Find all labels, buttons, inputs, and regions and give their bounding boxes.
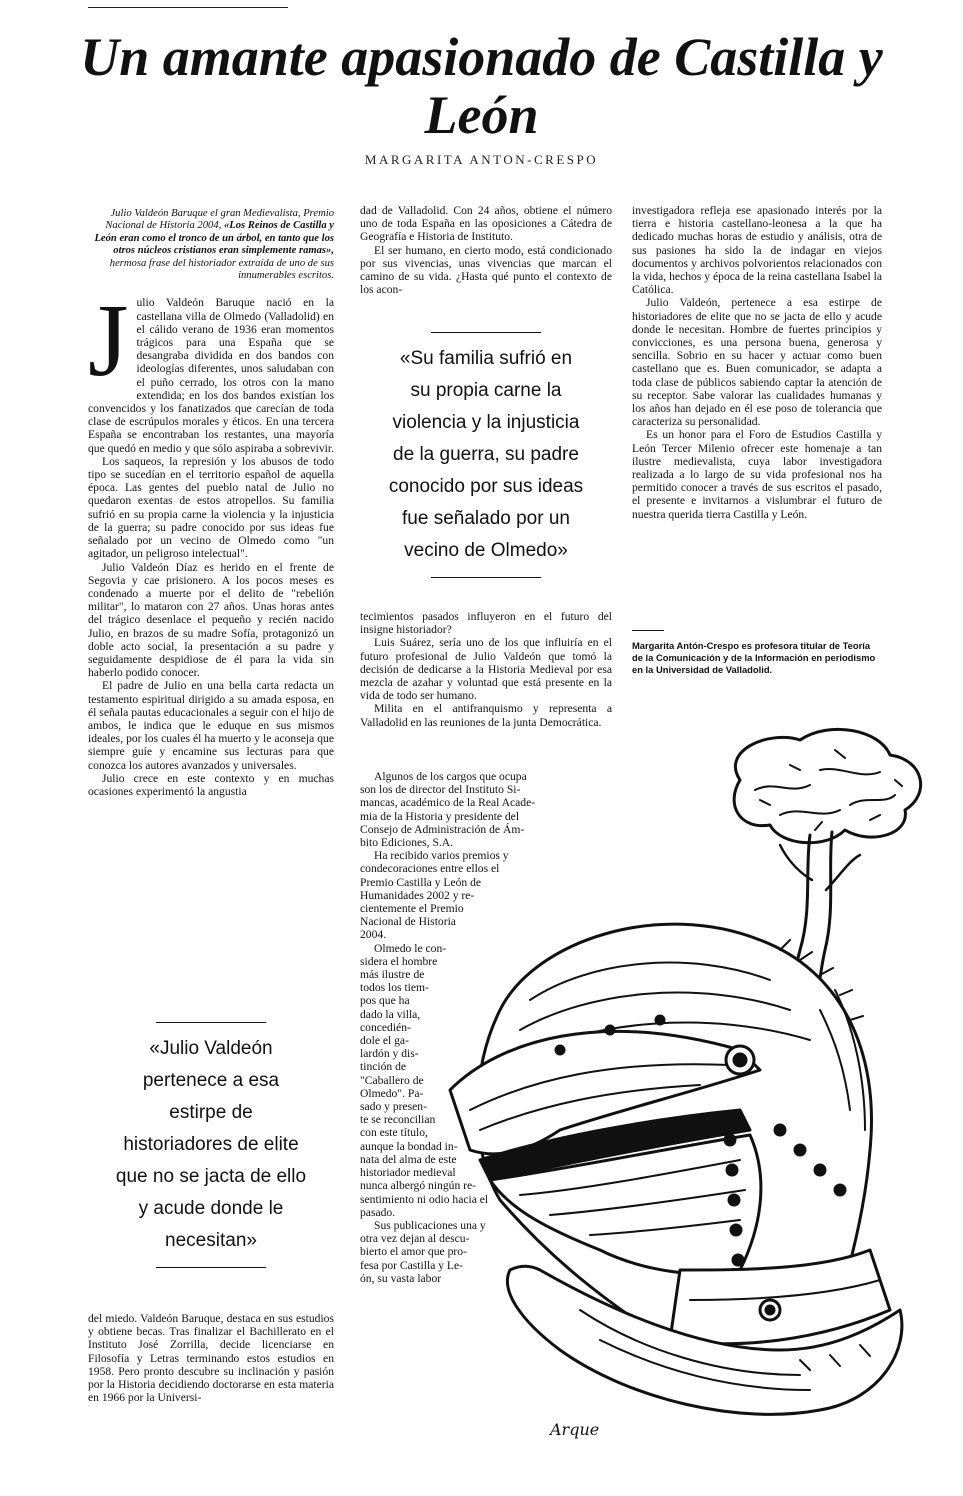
body-paragraph: Julio crece en este contexto y en muchas ocasiones experimentó la angustia	[88, 771, 334, 798]
pull-quote-line: de la guerra, su padre	[393, 444, 579, 465]
pull-quote-line: necesitan»	[165, 1230, 257, 1251]
body-paragraph: Es un honor para el Foro de Estudios Castilla y León Tercer Milenio ofrecer este homenaje a tan ilustre medievalista, cuya labor investigadora realizada a lo largo de su vida profesional nos ha permitido conocer a través de sus escritos el pasado, el presente e invitarnos a vislumbrar el futuro de nuestra querida tierra Castilla y León.	[632, 428, 882, 521]
pull-quote-line: y acude donde le	[138, 1198, 284, 1219]
pull-quote-rule	[431, 332, 541, 333]
lead-paragraph	[88, 208, 334, 282]
author-note-rule	[632, 630, 664, 631]
body-paragraph: Julio Valdeón Baruque nació en la castellana villa de Olmedo (Valladolid) en el cálido verano de 1936 eran momentos trágicos para una España que se desangraba dividida en dos bandos con ideologías diferentes, unos saludaban con el puño cerrado, los otros con la mano extendida; en los dos bandos existían los convencidos y los fanatizados que carecían de toda clase de escrúpulos morales y éticos. En una tercera España se encontraban los restantes, una mayoría que quedó en medio y que sólo aspiraba a sobrevivir.	[88, 283, 334, 455]
column-2-wrapped: Algunos de los cargos que ocupa son los de director del Instituto Si- mancas, académico de la Real Acade- mia de la Historia y presidente del Consejo de Administración de Ám- bito Ediciones, S.A. Ha recibido varios premios y condecoraciones entre ellos el Premio Castilla y León de Humanidades 2002 y re- cientemente el Premio Nacional de Historia 2004. Olmedo le con- sidera el hombre más ilustre de todos los tiem- pos que ha dado la villa, concedién- dole el ga- lardón y dis- tinción de "Caballero de Olmedo". Pa- sado y presen- te se reconcilian con este título, aunque la bondad in- nata del alma de este historiador medieval nunca albergó ningún re- sentimiento ni odio hacia el pasado. Sus publicaciones una y otra vez dejan al descu- bierto el amor que pro- fesa por Castilla y Le- ón, su vasta labor	[360, 770, 536, 1285]
pull-quote-line: su propia carne la	[410, 380, 562, 401]
pull-quote-line: que no se jacta de ello	[115, 1166, 307, 1187]
lead-quote: «Los Reinos de Castilla y León eran como el tronco de un árbol, en tanto que los otros núcleos cristianos eran simplemente ramas»,	[94, 220, 334, 257]
lead-intro: Julio Valdeón Baruque el gran Medievalista, Premio Nacional de Historia 2004,	[105, 208, 334, 232]
pull-quote-rule	[431, 577, 541, 578]
body-paragraph: El ser humano, en cierto modo, está condicionado por sus vivencias, unas vivencias que marcan el camino de su vida. ¿Hasta qué punto el contexto de los acon-	[360, 243, 612, 297]
body-paragraph: tecimientos pasados influyeron en el futuro del insigne historiador?	[360, 610, 612, 637]
column-3	[632, 204, 882, 521]
lead-outro: hermosa frase del historiador extraída de uno de sus innumerables escritos.	[109, 257, 334, 282]
column-1-continued	[88, 1312, 334, 1404]
body-paragraph: Julio Valdeón, pertenece a esa estirpe de historiadores de elite que no se jacta de ello y acude donde le necesitan. Hombre de fuertes principios y convicciones, es una persona buena, generosa y sencilla. Sobrio en su hacer y actuar como buen castellano que es. Buen comunicador, se adapta a toda clase de públicos sabiendo captar la atención de su receptor. Sabe valorar las cualidades humanas y los años han dejado en él ese poso de tolerancia que caracteriza su personalidad.	[632, 296, 882, 429]
pull-quote-line: fue señalado por un	[402, 508, 570, 529]
body-paragraph: Milita en el antifranquismo y representa a Valladolid en las reuniones de la junta Democrática.	[360, 702, 612, 729]
pull-quote-2	[362, 332, 610, 578]
pull-quote-line: historiadores de elite	[123, 1134, 299, 1155]
author-note: Margarita Antón-Crespo es profesora titular de Teoría de la Comunicación y de la Información en periodismo en la Universidad de Valladolid.	[632, 640, 876, 676]
body-paragraph: Julio Valdeón Díaz es herido en el frente de Segovia y cae prisionero. A los pocos meses es condenado a muerte por el delito de "rebelión militar", lo mataron con 27 años. Unas horas antes del trágico desenlace el pequeño y recién nacido Julio, en brazos de su madre Sofía, protagonizó un doble acto social, la presentación a su padre y seguidamente despidiose de él para la vida sin haberlo podido conocer.	[88, 560, 334, 680]
pull-quote-line: conocido por sus ideas	[388, 476, 584, 497]
body-paragraph: investigadora refleja ese apasionado interés por la tierra e historia castellano-leonesa a la que ha dedicado muchas horas de estudio y análisis, otra de sus pasiones ha sido la de indagar en viejos documentos y archivos polvorientos relacionados con la vida, hechos y época de la reina castellana Isabel la Católica.	[632, 204, 882, 297]
pull-quote-1	[100, 1022, 322, 1268]
column-2	[360, 204, 612, 296]
column-1	[88, 208, 334, 798]
pull-quote-line: violencia y la injusticia	[392, 412, 580, 433]
body-paragraph: del miedo. Valdeón Baruque, destaca en sus estudios y obtiene becas. Tras finalizar el Bachillerato en el Instituto José Zorrilla, decide licenciarse en Filosofía y Letras terminando estos estudios en 1958. Pero pronto descubre su inclinación y pasión por la Historia decidiendo doctorarse en esta materia en 1966 por la Universi-	[88, 1312, 334, 1405]
body-paragraph: Luis Suárez, sería uno de los que influiría en el futuro profesional de Julio Valdeón que tomó la decisión de dedicarse a la Historia Medieval por esa mezcla de azahar y voluntad que está presente en la vida de todo ser humano.	[360, 636, 612, 703]
drop-cap: J	[88, 283, 129, 399]
knight-helmet-tree-illustration	[440, 710, 930, 1450]
body-paragraph: El padre de Julio en una bella carta redacta un testamento espiritual dirigido a su amada esposa, en él señala pautas educacionales a seguir con el hijo de ambos, le indica que le eduque en sus mismos ideales, por los cuales él ha muerto y le aconseja que siempre guíe y encamine sus lecturas para que conozca los autores avanzados y universales.	[88, 679, 334, 772]
pull-quote-rule	[156, 1267, 266, 1268]
pull-quote-line: «Julio Valdeón	[149, 1038, 273, 1059]
top-rule	[88, 7, 288, 8]
page-title: Un amante apasionado de Castilla y León	[80, 27, 883, 145]
pull-quote-line: vecino de Olmedo»	[404, 540, 568, 561]
pull-quote-line: estirpe de	[169, 1102, 253, 1123]
pull-quote-line: «Su familia sufrió en	[399, 348, 573, 369]
body-paragraph: Los saqueos, la represión y los abusos de todo tipo se sucedían en el territorio español de aquella época. Las gentes del pueblo natal de Julio no quedaron exentas de estos atropellos. Su familia sufrió en su propia carne la violencia y la injusticia de la guerra; su padre conocido por sus ideas fue señalado por un vecino de Olmedo como "un agitador, un peligroso intelectual".	[88, 454, 334, 561]
illustrator-signature: Arque	[550, 1420, 600, 1439]
pull-quote-rule	[156, 1022, 266, 1023]
author-byline: MARGARITA ANTON-CRESPO	[364, 152, 599, 167]
body-paragraph: dad de Valladolid. Con 24 años, obtiene el número uno de toda España en las oposiciones a Cátedra de Geografía e Historia de Instituto.	[360, 204, 612, 244]
pull-quote-line: pertenece a esa	[142, 1070, 280, 1091]
